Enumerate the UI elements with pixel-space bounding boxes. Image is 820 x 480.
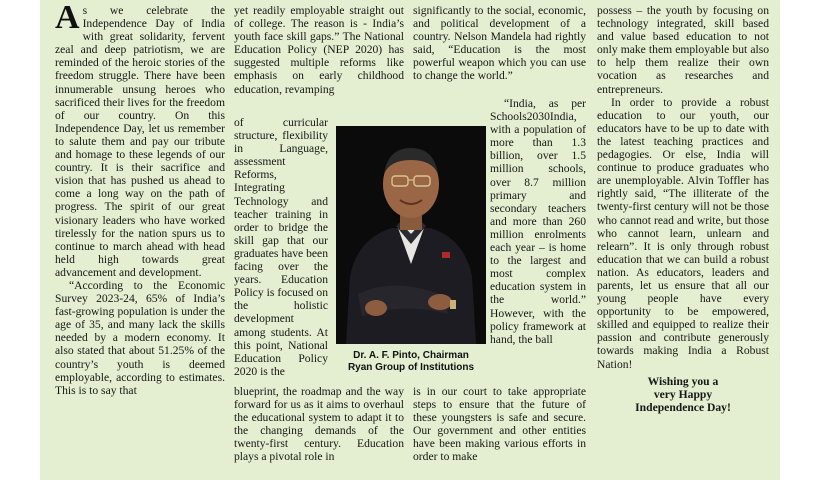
chairman-photo — [336, 126, 486, 344]
independence-day-wish — [597, 375, 769, 414]
article-column-2-top — [234, 4, 404, 96]
article-column-2-mid — [234, 116, 328, 378]
wish-line-2: very Happy — [653, 387, 713, 401]
article-column-1 — [55, 0, 225, 397]
caption-line-2: Ryan Group of Institutions — [347, 362, 475, 373]
caption-line-1: Dr. A. F. Pinto, Chairman — [353, 350, 469, 361]
wish-line-1: Wishing you a — [647, 374, 719, 388]
drop-cap: A — [55, 0, 80, 36]
col3-paragraph-2b: is in our court to take appropriate steps to ensure that the future of these youngsters is safe and secure. Our government and other entities have been making various efforts in order to make — [413, 385, 586, 464]
article-column-2-bottom — [234, 385, 404, 464]
photo-caption — [331, 350, 491, 374]
article-column-4 — [597, 4, 769, 414]
article-column-3-bottom — [413, 385, 586, 464]
col1-p1-text: s we celebrate the Independence Day of India with great solidarity, fervent zeal and deep patriotism, we are reminded of the heroic stories of the freedom struggle. There have been innumerable unsung heroes who sacrificed their lives for the freedom of our country. On this Independence Day, let us remember to salute them and pay our tribute and homage to these legends of our country. It is their sacrifice and vision that has pushed us ahead to come a long way on the path of progress. The spirit of our great visionary leaders who have worked tirelessly for the nation spurs us to continue to march ahead with head held high towards great advancement and development. — [55, 4, 225, 279]
wish-line-3: Independence Day! — [635, 400, 731, 414]
col2-paragraph-1: yet readily employable straight out of college. The reason is - India’s youth face skill gaps.” The National Education Policy (NEP 2020) has suggested multiple reforms like emphasis on early childhood education, revamping — [234, 4, 404, 96]
col3-paragraph-2a: “India, as per Schools2030India, with a population of more than 1.3 billion, over 1.5 million schools, over 8.7 million primary and secondary teachers and more than 260 million enrolments each year – is home to the largest and most complex education system in the world.” However, with the policy framework at hand, the ball — [490, 97, 586, 346]
col3-paragraph-1: significantly to the social, economic, and political development of a country. Nelson Mandela had rightly said, “Education is the most powerful weapon which you can use to change the world.” — [413, 4, 586, 83]
article-column-3-mid — [490, 97, 586, 346]
col4-paragraph-2: In order to provide a robust education to our youth, our educators have to be up to date with the latest teaching practices and pedagogies. Or else, India will continue to produce graduates who are unemployable. Alvin Toffler has rightly said, “The illiterate of the twenty-first century will not be those who cannot read and write, but those who cannot learn, unlearn and relearn”. It is only through robust education that we can build a robust nation. As educators, leaders and parents, let us ensure that all our young people have every opportunity to be empowered, skilled and equipped to realize their passion and contribute generously towards making India a Robust Nation! — [597, 95, 769, 371]
col1-paragraph-1 — [55, 0, 225, 279]
portrait-illustration — [336, 126, 486, 344]
col4-paragraph-1: possess – the youth by focusing on technology integrated, skill based and value based education to not only make them employable but also to help them realize their own vocation as researches and entrepreneurs. — [597, 4, 769, 96]
article-column-3-top — [413, 4, 586, 83]
col2-paragraph-2: of curricular structure, flexibility in Language, assessment Reforms, Integrating Technology and teacher training in order to bridge the skill gap that our graduates have been facing over the years. Education Policy is focused on the holistic development among students. At this point, National Education Policy 2020 is the — [234, 116, 328, 378]
col1-paragraph-2: “According to the Economic Survey 2023-24, 65% of India’s fast-growing population is under the age of 35, and many lack the skills needed by a modern economy. It also stated that about 51.25% of the country’s youth is deemed employable, according to estimates. This is to say that — [55, 278, 225, 397]
col2-paragraph-3: blueprint, the roadmap and the way forward for us as it aims to overhaul the educational system to adapt it to the changing demands of the twenty-first century. Education plays a pivotal role in — [234, 385, 404, 464]
